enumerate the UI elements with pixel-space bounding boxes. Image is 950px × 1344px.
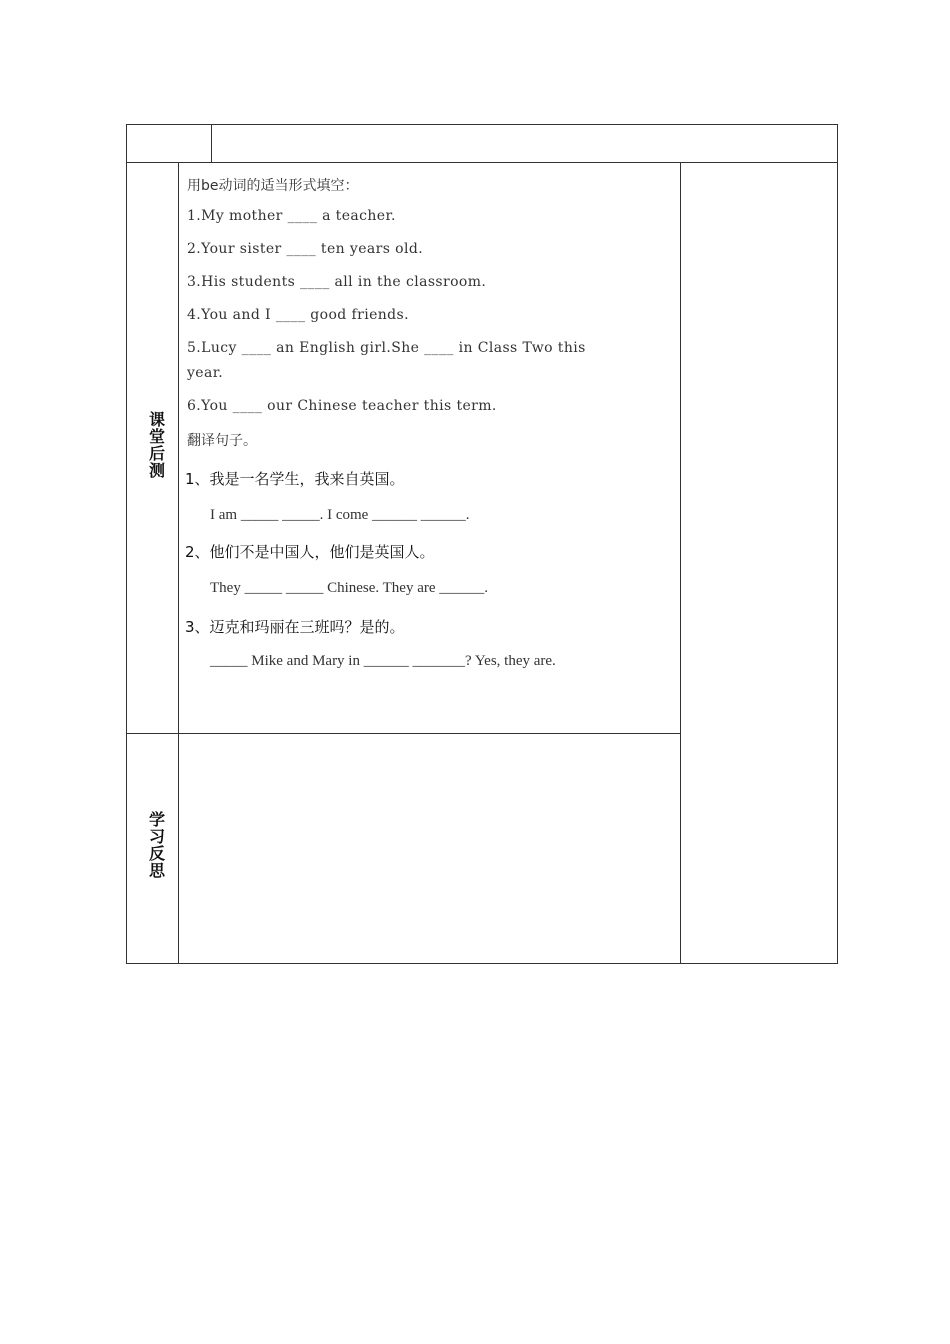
exercise1-item: 5.Lucy ____ an English girl.She ____ in Class Two this xyxy=(187,340,586,356)
table-border-right xyxy=(837,124,838,964)
translation-answer: I am _____ _____. I come ______ ______. xyxy=(210,507,470,523)
table-border-header-bottom xyxy=(126,162,838,163)
section-label-reflection: 学习反思 xyxy=(148,810,165,880)
exercise1-item: 2.Your sister ____ ten years old. xyxy=(187,241,424,257)
exercise1-instruction: 用be动词的适当形式填空： xyxy=(187,178,359,194)
translation-question: 2、他们不是中国人，他们是英国人。 xyxy=(185,543,435,561)
table-border-left xyxy=(126,124,127,964)
table-border-top xyxy=(126,124,838,125)
exercise1-item: 3.His students ____ all in the classroom. xyxy=(187,274,487,290)
section-label-test: 课堂后测 xyxy=(148,410,165,480)
exercise2-instruction: 翻译句子。 xyxy=(187,433,257,449)
table-border-header-divider xyxy=(211,124,212,162)
translation-question: 1、我是一名学生，我来自英国。 xyxy=(185,470,405,488)
translation-question: 3、迈克和玛丽在三班吗？是的。 xyxy=(185,618,405,636)
table-border-bottom xyxy=(126,963,838,964)
translation-answer: They _____ _____ Chinese. They are ______. xyxy=(210,580,489,596)
table-border-label-column xyxy=(178,162,179,963)
translation-answer: _____ Mike and Mary in ______ _______? Yes, they are. xyxy=(210,653,556,669)
exercise1-item: year. xyxy=(187,365,224,381)
exercise1-item: 1.My mother ____ a teacher. xyxy=(187,208,396,224)
exercise1-item: 4.You and I ____ good friends. xyxy=(187,307,409,323)
exercise1-item: 6.You ____ our Chinese teacher this term. xyxy=(187,398,497,414)
table-border-notes-column xyxy=(680,162,681,963)
table-border-test-bottom xyxy=(126,733,680,734)
